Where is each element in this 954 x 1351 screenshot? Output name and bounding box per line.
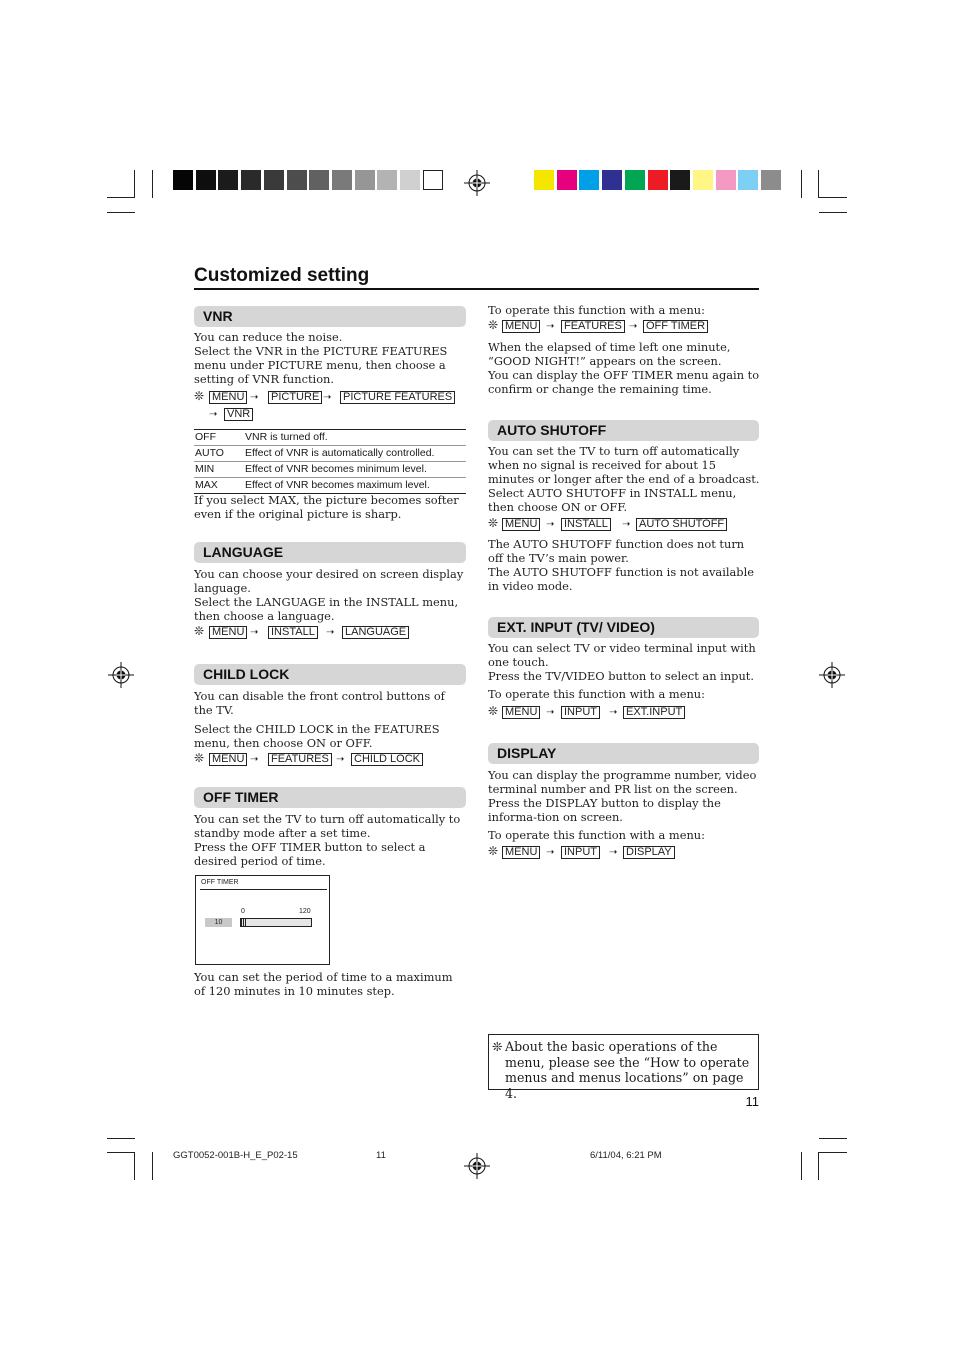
- auto-shutoff-instructions: Select AUTO SHUTOFF in INSTALL menu, then choose ON or OFF.: [488, 486, 737, 514]
- language-description: [194, 567, 466, 623]
- color-swatch: [423, 170, 443, 190]
- vnr-options-table: [194, 429, 466, 494]
- display-intro: You can display the programme number, video terminal number and PR list on the screen.: [488, 768, 757, 796]
- arrow-right-icon: ➝: [609, 707, 618, 718]
- menu-path-auto-shutoff: [488, 518, 760, 531]
- footer-date: 6/11/04, 6:21 PM: [590, 1150, 662, 1161]
- ext-input-description: [488, 641, 760, 701]
- path-step: VNR: [224, 408, 253, 421]
- ext-input-intro: You can select TV or video terminal input with one touch.: [488, 641, 756, 669]
- arrow-right-icon: ➝: [629, 321, 638, 332]
- footer-file-name: GGT0052-001B-H_E_P02-15: [173, 1150, 298, 1161]
- path-marker-icon: ❊: [488, 844, 499, 858]
- color-swatch: [738, 170, 758, 190]
- arrow-right-icon: ➝: [546, 321, 555, 332]
- vnr-description: [194, 330, 468, 386]
- path-marker-icon: ❊: [488, 516, 499, 530]
- path-step: LANGUAGE: [342, 626, 409, 639]
- color-swatch: [377, 170, 397, 190]
- arrow-right-icon: ➝: [546, 519, 555, 530]
- arrow-right-icon: ➝: [622, 519, 631, 530]
- option-name: AUTO: [195, 447, 224, 459]
- language-instructions: Select the LANGUAGE in the INSTALL menu, then choose a language.: [194, 595, 459, 623]
- path-step: FEATURES: [561, 320, 625, 333]
- color-swatch: [557, 170, 577, 190]
- menu-path-ext-input: [488, 706, 760, 719]
- color-swatch: [173, 170, 193, 190]
- path-step: OFF TIMER: [643, 320, 708, 333]
- child-lock-instructions: Select the CHILD LOCK in the FEATURES menu, then choose ON or OFF.: [194, 722, 440, 750]
- path-step: INSTALL: [268, 626, 318, 639]
- color-swatch: [287, 170, 307, 190]
- off-timer-elapsed-note: When the elapsed of time left one minute, “GOOD NIGHT!” appears on the screen.: [488, 340, 731, 368]
- page-title: Customized setting: [194, 265, 370, 286]
- arrow-right-icon: ➝: [323, 392, 332, 403]
- auto-shutoff-description: [488, 444, 760, 514]
- auto-shutoff-note-2: The AUTO SHUTOFF function is not available in video mode.: [488, 565, 754, 593]
- title-rule: [194, 288, 759, 290]
- arrow-right-icon: ➝: [250, 754, 259, 765]
- registration-mark-icon: [464, 170, 490, 196]
- table-row: [194, 462, 466, 478]
- color-swatch: [602, 170, 622, 190]
- color-swatch: [218, 170, 238, 190]
- path-step: MENU: [209, 391, 247, 404]
- vnr-instructions: Select the VNR in the PICTURE FEATURES menu under PICTURE menu, then choose a setting of VNR function.: [194, 344, 448, 386]
- option-description: Effect of VNR is automatically controlled.: [245, 447, 435, 459]
- auto-shutoff-intro: You can set the TV to turn off automatically when no signal is received for about 15 minutes or longer after the end of a broadcast.: [488, 444, 760, 486]
- menu-path-language: [194, 626, 466, 639]
- table-row: [194, 478, 466, 493]
- reference-note-box: [488, 1034, 759, 1101]
- off-timer-instructions: Press the OFF TIMER button to select a desired period of time.: [194, 840, 426, 868]
- ext-input-instructions: Press the TV/VIDEO button to select an input.: [488, 669, 754, 683]
- path-marker-icon: ❊: [194, 751, 205, 765]
- path-step: INPUT: [561, 846, 600, 859]
- path-step: MENU: [502, 846, 540, 859]
- off-timer-menu-intro: To operate this function with a menu:: [488, 303, 705, 317]
- option-description: Effect of VNR becomes minimum level.: [245, 463, 427, 475]
- off-timer-note: You can set the period of time to a maximum of 120 minutes in 10 minutes step.: [194, 970, 453, 998]
- path-step: INSTALL: [561, 518, 611, 531]
- table-row: [194, 446, 466, 462]
- section-heading-ext-input: EXT. INPUT (TV/ VIDEO): [488, 617, 759, 638]
- scale-max-label: 120: [299, 908, 311, 915]
- display-instructions: Press the DISPLAY button to display the informa-tion on screen.: [488, 796, 721, 824]
- display-description: [488, 768, 760, 842]
- path-step: MENU: [209, 753, 247, 766]
- ext-input-menu-intro: To operate this function with a menu:: [488, 687, 705, 701]
- scale-min-label: 0: [241, 908, 245, 915]
- path-step: INPUT: [561, 706, 600, 719]
- path-step: PICTURE: [268, 391, 322, 404]
- color-swatch: [534, 170, 554, 190]
- arrow-right-icon: ➝: [326, 627, 335, 638]
- color-swatch: [196, 170, 216, 190]
- path-step: MENU: [502, 320, 540, 333]
- option-name: MIN: [195, 463, 215, 475]
- child-lock-description: [194, 689, 466, 750]
- path-step: DISPLAY: [623, 846, 675, 859]
- section-heading-auto-shutoff: AUTO SHUTOFF: [488, 420, 759, 441]
- screen-title-rule: [200, 889, 327, 890]
- arrow-right-icon: ➝: [250, 392, 259, 403]
- path-marker-icon: ❊: [488, 318, 499, 332]
- auto-shutoff-notes: [488, 537, 760, 593]
- path-step: AUTO SHUTOFF: [636, 518, 727, 531]
- option-description: Effect of VNR becomes maximum level.: [245, 479, 430, 491]
- note-marker-icon: ❊: [492, 1039, 503, 1054]
- path-marker-icon: ❊: [194, 389, 205, 403]
- footer-page: 11: [376, 1150, 386, 1161]
- registration-mark-icon: [464, 1153, 490, 1179]
- path-step: FEATURES: [268, 753, 332, 766]
- off-timer-description: [194, 812, 466, 868]
- registration-mark-icon: [108, 662, 134, 688]
- menu-path-off-timer: [488, 320, 760, 333]
- table-row: [194, 430, 466, 446]
- path-step: MENU: [209, 626, 247, 639]
- color-swatch: [400, 170, 420, 190]
- color-swatch: [716, 170, 736, 190]
- color-swatch: [693, 170, 713, 190]
- timer-progress-fill: [241, 919, 247, 926]
- vnr-note: If you select MAX, the picture becomes softer even if the original picture is sharp.: [194, 493, 459, 521]
- path-step: PICTURE FEATURES: [340, 391, 455, 404]
- section-heading-off-timer: OFF TIMER: [194, 787, 466, 808]
- color-swatch: [332, 170, 352, 190]
- option-name: OFF: [195, 431, 216, 443]
- arrow-right-icon: ➝: [250, 627, 259, 638]
- option-name: MAX: [195, 479, 218, 491]
- path-step: CHILD LOCK: [351, 753, 423, 766]
- off-timer-intro: You can set the TV to turn off automatically to standby mode after a set time.: [194, 812, 461, 840]
- section-heading-vnr: VNR: [194, 306, 466, 327]
- color-swatch: [761, 170, 781, 190]
- display-menu-intro: To operate this function with a menu:: [488, 828, 705, 842]
- section-heading-child-lock: CHILD LOCK: [194, 664, 466, 685]
- menu-path-vnr: [194, 391, 466, 423]
- page-number: 11: [745, 1094, 759, 1109]
- arrow-right-icon: ➝: [546, 847, 555, 858]
- color-swatch: [264, 170, 284, 190]
- arrow-right-icon: ➝: [336, 754, 345, 765]
- path-marker-icon: ❊: [488, 704, 499, 718]
- menu-path-display: [488, 846, 760, 859]
- path-marker-icon: ❊: [194, 624, 205, 638]
- auto-shutoff-note-1: The AUTO SHUTOFF function does not turn off the TV’s main power.: [488, 537, 745, 565]
- off-timer-display-note: You can display the OFF TIMER menu again to confirm or change the remaining time.: [488, 368, 760, 396]
- arrow-right-icon: ➝: [546, 707, 555, 718]
- menu-path-child-lock: [194, 753, 466, 766]
- option-description: VNR is turned off.: [245, 431, 328, 443]
- language-intro: You can choose your desired on screen display language.: [194, 567, 464, 595]
- registration-mark-icon: [819, 662, 845, 688]
- color-swatch: [241, 170, 261, 190]
- color-swatch: [355, 170, 375, 190]
- color-swatch: [309, 170, 329, 190]
- path-step: MENU: [502, 518, 540, 531]
- section-heading-display: DISPLAY: [488, 743, 759, 764]
- section-heading-language: LANGUAGE: [194, 542, 466, 563]
- color-swatch: [579, 170, 599, 190]
- child-lock-intro: You can disable the front control buttons of the TV.: [194, 689, 445, 717]
- color-swatch: [670, 170, 690, 190]
- reference-note-text: About the basic operations of the menu, please see the “How to operate menus and menus locations” on page 4.: [505, 1039, 750, 1101]
- arrow-right-icon: ➝: [209, 409, 218, 420]
- off-timer-screen: [195, 875, 330, 965]
- path-step: EXT.INPUT: [623, 706, 685, 719]
- screen-title: OFF TIMER: [201, 879, 239, 886]
- color-swatch: [648, 170, 668, 190]
- timer-value-badge: 10: [205, 918, 232, 927]
- color-swatch: [625, 170, 645, 190]
- path-step: MENU: [502, 706, 540, 719]
- timer-progress-bar: [240, 918, 312, 927]
- off-timer-notes: [488, 340, 760, 396]
- vnr-intro: You can reduce the noise.: [194, 330, 343, 344]
- arrow-right-icon: ➝: [609, 847, 618, 858]
